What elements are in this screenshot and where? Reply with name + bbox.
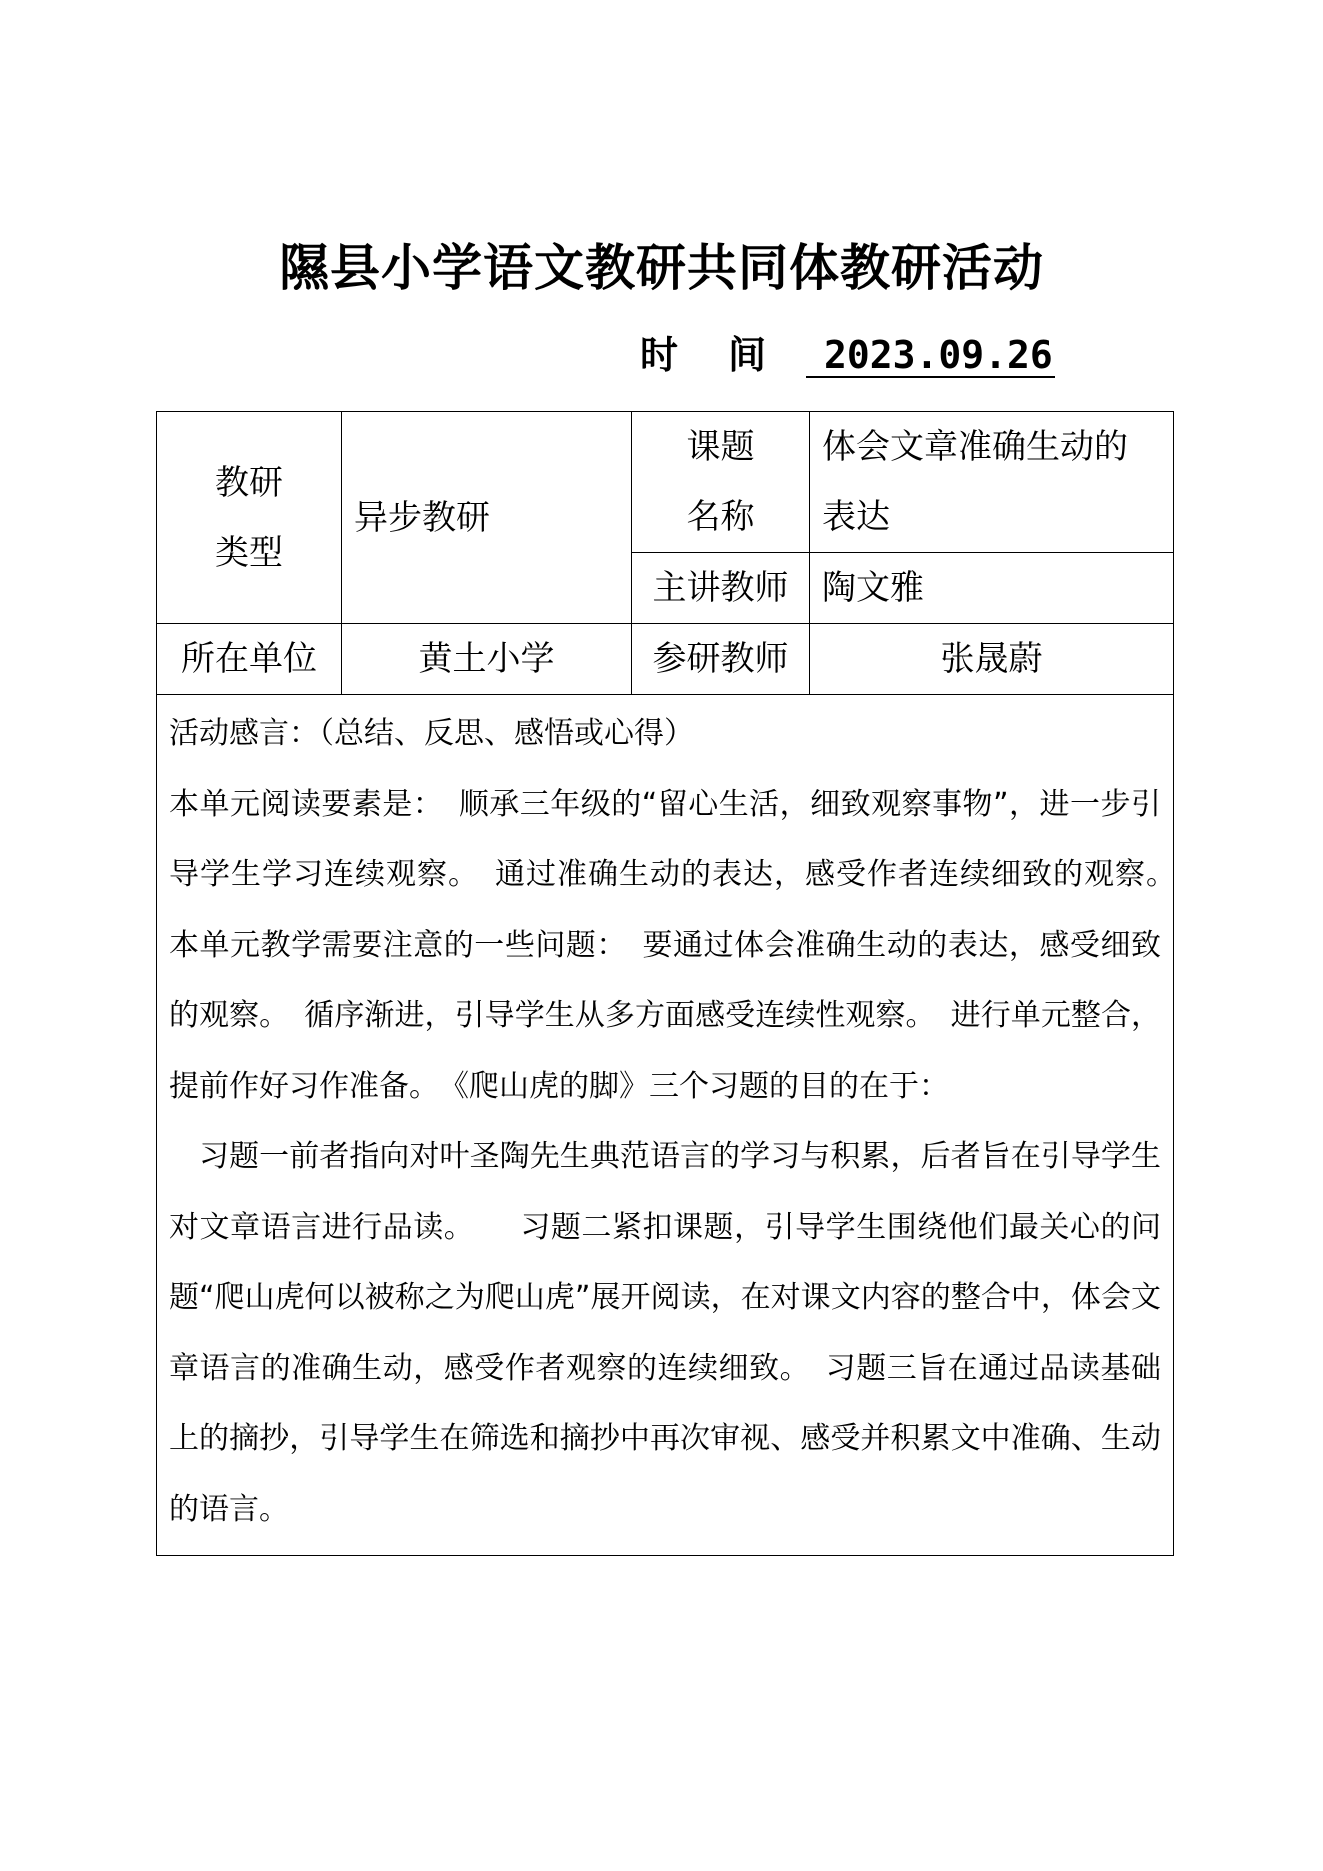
unit-value-cell: [342, 624, 632, 695]
reflection-cell: [157, 695, 1191, 1556]
topic-label-cell: [632, 412, 810, 553]
reflection-paragraph-2: 习题一前者指向对叶圣陶先生典范语言的学习与积累，后者旨在引导学生对文章语言进行品读。 习题二紧扣课题，引导学生围绕他们最关心的问题“爬山虎何以被称之为爬山虎”展开阅读，在对课文内容的整合中，体会文章语言的准确生动，感受作者观察的连续细致。 习题三旨在通过品读基础上的摘抄，引导学生在筛选和摘抄中再次审视、感受并积累文中准确、生动的语言。: [169, 1139, 1161, 1527]
topic-value-line1: 体会文章准确生动的: [822, 427, 1128, 467]
participant-value-cell: [810, 624, 1174, 695]
type-value: 异步教研: [354, 497, 490, 538]
type-label-cell: [157, 412, 342, 624]
participant-label-cell: [632, 624, 810, 695]
lead-teacher-value-cell: [810, 553, 1174, 624]
type-label-line1: 教研: [215, 462, 283, 503]
lead-teacher-label-cell: [632, 553, 810, 624]
reflection-paragraph-1: 本单元阅读要素是： 顺承三年级的“留心生活，细致观察事物”，进一步引导学生学习连续观察。 通过准确生动的表达，感受作者连续细致的观察。 本单元教学需要注意的一些问题： 要通过体会准确生动的表达，感受细致的观察。 循序渐进，引导学生从多方面感受连续性观察。 进行单元整合，提前作好习作准备。 《爬山虎的脚》三个习题的目的在于：: [169, 786, 1191, 1104]
date-value: 2023.09.26: [806, 334, 1055, 378]
topic-value-cell: [810, 412, 1174, 553]
date-row: [640, 330, 1055, 380]
unit-label: 所在单位: [181, 639, 317, 679]
reflection-heading: 活动感言：（总结、反思、感悟或心得）: [169, 716, 694, 751]
topic-label-line2: 名称: [686, 497, 755, 537]
participant-label: 参研教师: [652, 639, 789, 679]
unit-value: 黄土小学: [418, 639, 555, 679]
unit-label-cell: [157, 624, 342, 695]
topic-label-line1: 课题: [686, 427, 755, 467]
topic-value-line2: 表达: [822, 497, 890, 537]
activity-form-table: [156, 411, 1191, 1556]
lead-teacher-value: 陶文雅: [822, 568, 924, 608]
participant-value: 张晟蔚: [940, 639, 1043, 679]
type-label-line2: 类型: [215, 532, 283, 573]
table-row: [157, 695, 1174, 1556]
table-row: [157, 412, 1174, 553]
table-row: [157, 624, 1174, 695]
lead-teacher-label: 主讲教师: [652, 568, 789, 608]
type-value-cell: [342, 412, 632, 624]
date-label: 时间: [640, 333, 817, 377]
document-title: 隰县小学语文教研共同体教研活动: [279, 239, 1044, 297]
